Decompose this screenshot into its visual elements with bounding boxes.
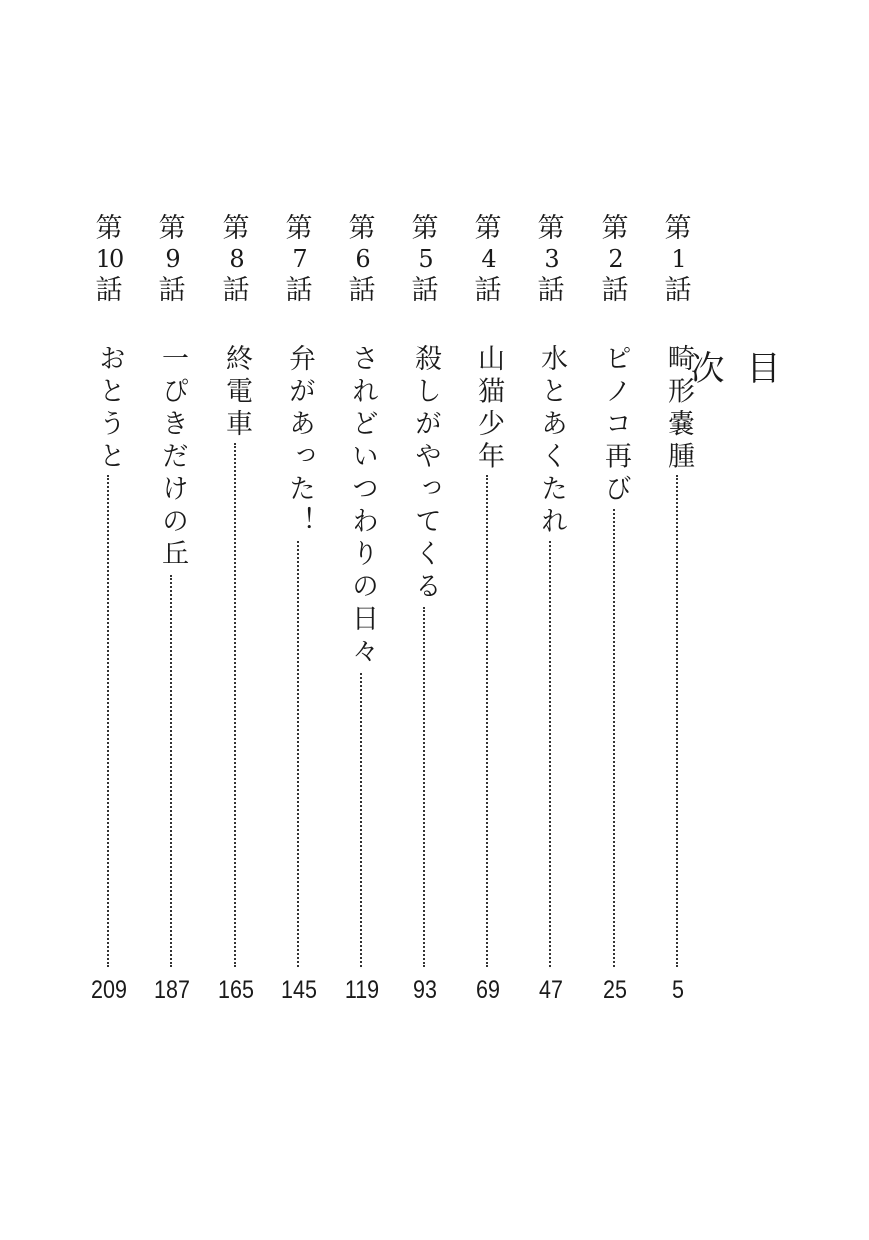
chapter-title: 畸形嚢腫 [663,344,694,474]
chapter-title: 殺しがやってくる [410,344,441,604]
chapter-title: 一ぴきだけの丘 [157,344,188,572]
toc-entry-6[interactable] [340,213,384,1013]
chapter-number: 9 [165,245,179,273]
page-number: 145 [281,976,317,1004]
chapter-ordinal-prefix: 第 [158,213,186,244]
chapter-ordinal-prefix: 第 [411,213,439,244]
chapter-number: 8 [229,245,243,273]
chapter-ordinal-prefix: 第 [474,213,502,244]
page-number: 209 [91,976,127,1004]
chapter-ordinal-suffix: 話 [95,275,123,306]
dot-leader [360,673,362,967]
chapter-ordinal-suffix: 話 [601,275,629,306]
toc-entry-4[interactable] [466,213,510,1013]
chapter-title: されどいつわりの日々 [347,344,378,669]
chapter-ordinal-suffix: 話 [411,275,439,306]
chapter-label [214,213,258,313]
page-number: 165 [218,976,254,1004]
chapter-label [277,213,321,313]
chapter-ordinal-prefix: 第 [222,213,250,244]
page-title: 目 次 [684,350,780,450]
page-number: 47 [539,976,563,1004]
toc-entry-9[interactable] [150,213,194,1013]
dot-leader [170,575,172,967]
toc-entry-5[interactable] [403,213,447,1013]
toc-entry-10[interactable] [87,213,131,1013]
page-number: 93 [413,976,437,1004]
chapter-label [656,213,700,313]
chapter-ordinal-suffix: 話 [474,275,502,306]
chapter-ordinal-prefix: 第 [537,213,565,244]
chapter-ordinal-suffix: 話 [348,275,376,306]
chapter-title: ピノコ再び [600,344,631,507]
chapter-label [403,213,447,313]
chapter-number: 5 [418,245,432,273]
chapter-ordinal-prefix: 第 [285,213,313,244]
chapter-ordinal-suffix: 話 [537,275,565,306]
chapter-ordinal-prefix: 第 [664,213,692,244]
chapter-ordinal-suffix: 話 [158,275,186,306]
toc-entry-7[interactable] [277,213,321,1013]
chapter-title: 終電車 [221,344,252,442]
chapter-ordinal-suffix: 話 [285,275,313,306]
dot-leader [297,541,299,967]
chapter-number: 2 [608,245,622,273]
toc-entry-3[interactable] [529,213,573,1013]
page-number: 5 [672,976,684,1004]
chapter-ordinal-prefix: 第 [348,213,376,244]
chapter-number: 6 [355,245,369,273]
dot-leader [107,475,109,967]
dot-leader [549,541,551,967]
chapter-ordinal-prefix: 第 [601,213,629,244]
chapter-number: 4 [481,245,495,273]
chapter-label [529,213,573,313]
dot-leader [423,607,425,967]
dot-leader [486,475,488,967]
chapter-number: 7 [292,245,306,273]
chapter-number: 1 [671,245,685,273]
chapter-number: 10 [95,245,123,273]
chapter-label [87,213,131,313]
dot-leader [234,443,236,967]
chapter-ordinal-suffix: 話 [664,275,692,306]
chapter-number: 3 [544,245,558,273]
page-number: 119 [344,976,380,1004]
chapter-label [466,213,510,313]
page-number: 25 [603,976,627,1004]
chapter-title: 弁があった！ [284,344,315,539]
chapter-title: おとうと [94,344,125,474]
toc-entry-2[interactable] [593,213,637,1013]
dot-leader [613,509,615,967]
page-number: 69 [476,976,500,1004]
chapter-label [150,213,194,313]
chapter-title: 水とあくたれ [536,344,567,539]
chapter-title: 山猫少年 [473,344,504,474]
toc-entry-8[interactable] [214,213,258,1013]
toc-entry-1[interactable] [656,213,700,1013]
chapter-ordinal-prefix: 第 [95,213,123,244]
chapter-label [340,213,384,313]
chapter-label [593,213,637,313]
chapter-ordinal-suffix: 話 [222,275,250,306]
page-number: 187 [154,976,190,1004]
dot-leader [676,475,678,967]
